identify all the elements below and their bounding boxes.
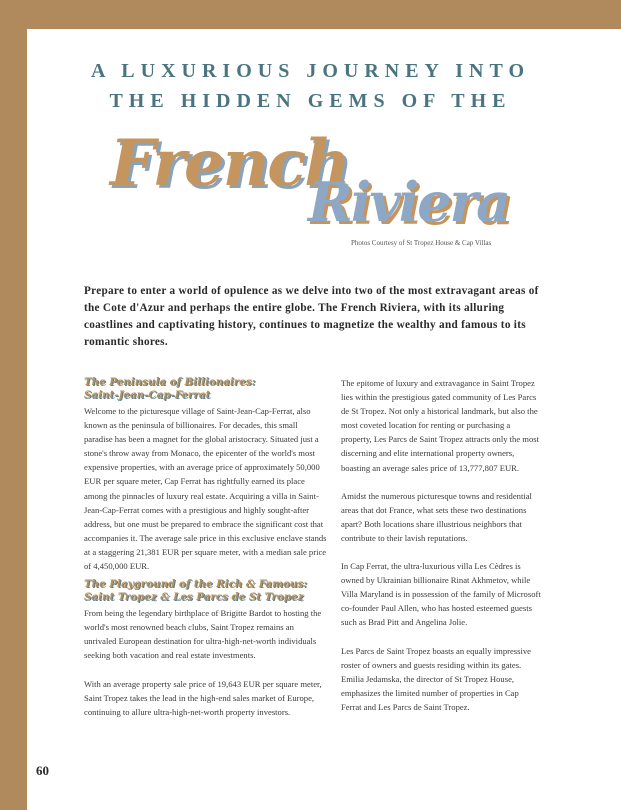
section2-title <box>84 578 328 604</box>
intro-paragraph: Prepare to enter a world of opulence as we delve into two of the most extravagant areas of the Cote d'Azur and perhaps the entire globe. The French Riviera, with its alluring coastlines and captivating history, continues to magnetize the wealthy and famous to its romantic shores. <box>84 285 539 348</box>
page-number: 60 <box>36 763 49 778</box>
script-title-french: French <box>110 126 349 201</box>
right-column <box>341 376 541 714</box>
left-column <box>84 376 328 719</box>
section2-body-2: With an average property sale price of 19,643 EUR per square meter, Saint Tropez takes the lead in the high-end sales market of Europe, continuing to allure ultra-high-net-worth property investors. <box>84 678 322 717</box>
section2-body-1: From being the legendary birthplace of Brigitte Bardot to hosting the world's most renowned beach clubs, Saint Tropez remains an unrivaled European destination for ultra-high-net-worth individuals seeking both vacation and real estate investments. <box>84 608 322 661</box>
section2-title-line1: The Playground of the Rich & Famous: <box>84 578 308 591</box>
section1-title <box>84 376 328 402</box>
right-paragraph-4: Les Parcs de Saint Tropez boasts an equally impressive roster of owners and guests residing within its gates. Emilia Jedamska, the director of St Tropez House, emphasizes the limited number of properties in Cap Ferrat and Les Parcs de Saint Tropez. <box>341 645 531 712</box>
headline-line-2: THE HIDDEN GEMS OF THE <box>109 90 512 112</box>
script-title-riviera: Riviera <box>308 170 510 234</box>
right-paragraph-1: The epitome of luxury and extravagance in Saint Tropez lies within the prestigious gated community of Les Parcs de St Tropez. Not only a historical landmark, but also the most coveted location for renting or purchasing a property, Les Parcs de Saint Tropez attracts only the most discerning and elite international property owners, boasting an average sales price of 13,777,807 EUR. <box>341 378 540 473</box>
section1-title-line2: Saint-Jean-Cap-Ferrat <box>84 389 211 401</box>
section1-body: Welcome to the picturesque village of Saint-Jean-Cap-Ferrat, also known as the peninsula of billionaires. For decades, this small paradise has been a magnet for the global aristocracy. Situated just a stone's throw away from Monaco, the epicenter of the world's most expensive properties, with an average price of approximately 50,000 EUR per square meter, Cap Ferrat has rightfully earned its place among the pinnacles of luxury real estate. Acquiring a villa in Saint-Jean-Cap-Ferrat comes with a prestigious and highly sought-after address, but one must be prepared to embrace the significant cost that accompanies it. The average sale price in this exclusive enclave stands at a staggering 21,381 EUR per square meter, with a median sale price of 4,450,000 EUR. <box>84 406 327 572</box>
right-paragraph-3: In Cap Ferrat, the ultra-luxurious villa Les Cèdres is owned by Ukrainian billionaire Rinat Akhmetov, while Villa Maryland is in possession of the family of Microsoft co-founder Paul Allen, who has hosted esteemed guests such as Brad Pitt and Angelina Jolie. <box>341 561 541 628</box>
right-paragraph-2: Amidst the numerous picturesque towns and residential areas that dot France, what sets these two destinations apart? Both locations share illustrious neighbors that contribute to their lavish reputations. <box>341 490 532 543</box>
section1-title-line1: The Peninsula of Billionaires: <box>84 376 256 388</box>
headline-line-1: A LUXURIOUS JOURNEY INTO <box>90 60 531 82</box>
photo-credit: Photos Courtesy of St Tropez House & Cap Villas <box>351 239 492 247</box>
section2-title-line2: Saint Tropez & Les Parcs de St Tropez <box>84 591 304 604</box>
